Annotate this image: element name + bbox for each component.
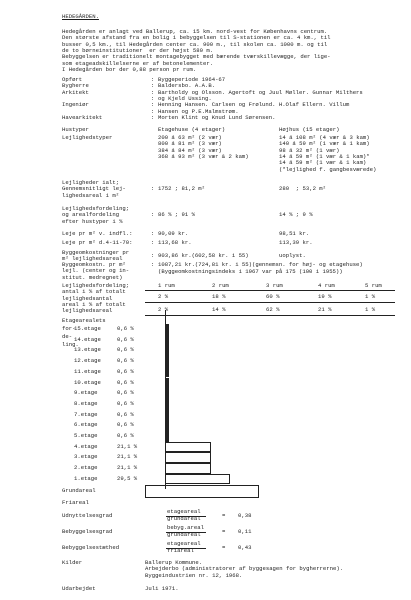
floor-label: 7.etage [74, 410, 98, 418]
fact-colon: : [151, 107, 155, 115]
dist-label: areal i % af totalt [62, 300, 126, 308]
row-colon: : [151, 239, 155, 246]
row-label: lighedsareal i m² [62, 191, 120, 199]
row-label: Leje pr m² d.4-11-70: [62, 239, 133, 246]
kilder-line: Ballerup Kommune. [145, 559, 203, 566]
type-right-line: 14 á 59 m² (1 vær & 1 kam)* [279, 152, 370, 160]
fact-value: Byggeperiode 1964-67 [158, 76, 226, 83]
dist-areal: 14 % [212, 306, 226, 313]
ratio-equals: = [222, 528, 226, 535]
row-label: og arealfordeling [62, 211, 120, 219]
intro-line: busser 0,5 km., til Hedegården center ca. 900 m., til skolen ca. 1000 m. og til [62, 40, 328, 48]
row-colon: : [151, 185, 155, 193]
floor-label: 5.etage [74, 432, 98, 439]
floor-pct: 0,6 % [117, 410, 134, 418]
fact-label: Opført [62, 76, 83, 83]
row-left-value: 86 % ; 91 % [158, 211, 195, 219]
row-colon: : [151, 252, 155, 259]
udarbejdet-label: Udarbejdet [62, 585, 96, 592]
dist-label: lejlighedsantal [62, 294, 113, 302]
floor-label: 14.etage [74, 335, 101, 343]
type-left-line: 368 á 93 m² (3 vær & 2 kam) [158, 152, 249, 160]
dist-header: 5 rum [365, 282, 382, 289]
etage-label-line: for- [62, 325, 76, 332]
floor-label: 13.etage [74, 346, 101, 354]
row-right-value: 14 % ; 9 % [279, 211, 313, 219]
lejlighedstyper-label: Lejlighedstyper [62, 134, 113, 141]
ratio-label: Bebyggelsesgrad [62, 528, 113, 535]
row-label: Byggeomkostninger pr [62, 249, 130, 256]
floor-pct: 21,1 % [117, 464, 138, 472]
page-title: HEDEGÅRDEN. [62, 13, 99, 20]
ratio-numerator: bebyg.areal [167, 524, 204, 531]
grundareal-box [145, 485, 259, 498]
floor-pct: 21,1 % [117, 453, 138, 461]
dist-antal: 60 % [266, 293, 280, 300]
fact-value: og Kjeld Ussing. [158, 94, 212, 102]
intro-line: Bebyggelsen er traditionelt montagebygget med bærende tværskillevægge, der lige- [62, 53, 331, 61]
intro-line: I Hedegården bor der 0,88 person pr rum. [62, 65, 197, 73]
floor-label: 4.etage [74, 442, 98, 450]
row-label: Lejlighedsfordeling; [62, 205, 130, 212]
row-label: efter hustyper i % [62, 217, 123, 225]
floor-pct: 0,6 % [117, 357, 134, 365]
floor-label: 9.etage [74, 389, 98, 397]
ratio-label: Udnyttelsesgrad [62, 512, 113, 519]
fact-label: Bygherre [62, 82, 89, 90]
ratio-denominator: grundareal [167, 515, 201, 522]
grundareal-label: Grundareal [62, 487, 96, 494]
type-right-line: 14 á 108 m² (4 vær & 3 kam) [279, 134, 370, 141]
dist-label: Lejlighedsfordeling; [62, 282, 130, 289]
byggeomk-line1: 1087,21 kr.(724,81 kr. i 55)(gennemsn. for høj- og etagehuse) [158, 261, 363, 268]
friareal-label: Friareal [62, 499, 89, 506]
fact-label: Havearkitekt [62, 113, 103, 121]
udarbejdet-value: Juli 1971. [145, 585, 179, 592]
dist-header: 1 rum [158, 282, 175, 289]
row-right-value: uoplyst. [279, 252, 306, 259]
floor-pct: 0,6 % [117, 389, 134, 397]
floor-pct: 0,6 % [117, 421, 134, 429]
floor-bar [165, 474, 230, 485]
dist-antal: 19 % [318, 293, 332, 300]
fact-colon: : [151, 94, 155, 102]
fact-colon: : [151, 82, 155, 90]
dist-areal: 21 % [318, 306, 332, 313]
dist-rule-mid [145, 302, 395, 303]
ratio-value: 0,38 [238, 512, 252, 519]
dist-antal: 2 % [158, 293, 169, 300]
floor-label: 8.etage [74, 399, 98, 407]
etage-label-line: ling. [62, 341, 79, 348]
dist-areal: 1 % [365, 306, 376, 313]
dist-areal: 62 % [266, 306, 280, 313]
floor-label: 3.etage [74, 453, 98, 461]
row-right-value: 113,39 kr. [279, 239, 313, 246]
etage-label-line: de- [62, 333, 73, 340]
floor-bar [165, 463, 211, 474]
floor-pct: 0,6 % [117, 399, 134, 407]
ratio-equals: = [222, 512, 226, 519]
ratio-value: 0,43 [238, 544, 252, 551]
floor-label: 11.etage [74, 367, 101, 375]
row-right-value: 98,51 kr. [279, 230, 310, 237]
dist-antal: 1 % [365, 293, 376, 300]
floor-pct: 0,6 % [117, 325, 134, 332]
floor-pct: 0,6 % [117, 335, 134, 343]
intro-line: Den største afstand fra en bolig i bebyggelsen til S-stationen er ca. 4 km., til [62, 34, 331, 42]
dist-header: 4 rum [318, 282, 335, 289]
fact-colon: : [151, 113, 155, 121]
row-colon: : [151, 211, 155, 219]
fact-value: Hansen og P.E.Malmstrøm. [158, 107, 239, 115]
floor-label: 2.etage [74, 464, 98, 472]
byggeomk-line2: (Byggeomkostningsindeks i 1967 var på 175 (100 i 1955)) [158, 267, 343, 275]
intro-line: som etageadskillelserne er af betonelementer. [62, 59, 214, 67]
dist-rule-top [145, 290, 395, 291]
type-left-line: 800 á 81 m² (3 vær) [158, 140, 222, 148]
floor-pct: 0,6 % [117, 432, 134, 439]
floor-pct: 29,5 % [117, 474, 138, 482]
hustyper-label: Hustyper [62, 126, 89, 133]
type-left-line: 200 á 63 m² (2 vær) [158, 134, 222, 141]
row-label: Gennemsnitligt lej- [62, 185, 126, 193]
intro-line: Hedegården er anlagt ved Ballerup, ca. 15 km. nord-vest for Københavns centrum. [62, 28, 328, 35]
fact-label: Arkitekt [62, 88, 89, 96]
hustyper-left-header: Etagehuse (4 etager) [158, 126, 226, 133]
floor-pct: 0,6 % [117, 367, 134, 375]
floor-bar-axis [165, 310, 166, 489]
dist-label: antal i % af totalt [62, 288, 126, 296]
kilder-label: Kilder [62, 559, 83, 566]
floor-pct: 21,1 % [117, 442, 138, 450]
row-left-value: 90,09 kr. [158, 230, 189, 237]
type-left-line: 384 á 84 m² (3 vær) [158, 146, 222, 154]
type-right-line: 98 á 32 m² (1 vær) [279, 146, 340, 154]
dist-label: lejlighedsareal [62, 307, 113, 315]
dist-rule-bottom [145, 315, 395, 316]
floor-label: 12.etage [74, 357, 101, 365]
row-left-value: 903,86 kr.(602,58 kr. i 55) [158, 252, 249, 259]
floor-label: 1.etage [74, 474, 98, 482]
ratio-label: Bebyggelsestæthed [62, 544, 120, 551]
row-colon: : [151, 230, 155, 237]
ratio-numerator: etageareal [167, 508, 201, 515]
ratio-numerator: etageareal [167, 540, 201, 547]
fact-value: Baldersbo. A.A.B. [158, 82, 216, 90]
floor-label: 6.etage [74, 421, 98, 429]
fact-colon: : [151, 76, 155, 83]
fact-value: Henning Hansen. Carlsen og Frølund. H.Olaf Ellern. Villum [158, 101, 350, 109]
byggeomk-label: lejl. (center og in- [62, 267, 130, 275]
dist-header: 3 rum [266, 282, 283, 289]
floor-label: 10.etage [74, 378, 101, 386]
dist-antal: 18 % [212, 293, 226, 300]
hustyper-right-header: Højhus (15 etager) [279, 126, 340, 133]
floor-pct: 0,6 % [117, 346, 134, 354]
row-label: m² lejlighedsareal [62, 255, 123, 263]
floor-bar [165, 452, 211, 463]
floor-label: 15.etage [74, 325, 101, 332]
row-left-value: 1752 ; 81,2 m² [158, 185, 205, 193]
type-right-line: (*lejlighed f. gangbesværede) [279, 165, 377, 173]
fact-colon: : [151, 88, 155, 96]
dist-header: 2 rum [212, 282, 229, 289]
type-right-line: 140 á 59 m² (1 vær & 1 kam) [279, 140, 370, 148]
etage-label-line: Etagearealets [62, 317, 106, 324]
dist-areal: 2 % [158, 306, 169, 313]
byggeomk-colon: : [151, 261, 155, 268]
byggeomk-label: stitut. medregnet) [62, 273, 123, 281]
floor-pct: 0,6 % [117, 378, 134, 386]
type-right-line: 14 á 59 m² (1 vær & 1 kam) [279, 159, 367, 167]
row-right-value: 280 ; 53,2 m² [279, 185, 326, 193]
intro-line: de to børneinstitutioner er der højst 580 m. [62, 46, 214, 54]
row-left-value: 113,68 kr. [158, 239, 192, 246]
floor-bar [165, 442, 211, 453]
ratio-denominator: friareal [167, 547, 194, 554]
fact-colon: : [151, 101, 155, 109]
fact-value: Morten Klint og Knud Lund Sørensen. [158, 113, 276, 121]
ratio-equals: = [222, 544, 226, 551]
fact-label: Ingeniør [62, 101, 89, 109]
kilder-line: Arbejderbo (administratorer af byggesagen for bygherrerne). [145, 565, 344, 573]
kilder-line: Byggeindustrien nr. 12, 1968. [145, 571, 243, 579]
fact-value: Bartholdy og Olsson. Agertoft og Juul Møller. Gunnar Milthers [158, 88, 363, 96]
row-label: Leje pr m² v. indfl.: [62, 230, 133, 237]
ratio-denominator: grundareal [167, 531, 201, 538]
row-label: Lejligheder ialt; [62, 179, 120, 186]
byggeomk-label: Byggeomkostn. pr m² [62, 261, 126, 268]
ratio-value: 0,11 [238, 528, 252, 535]
